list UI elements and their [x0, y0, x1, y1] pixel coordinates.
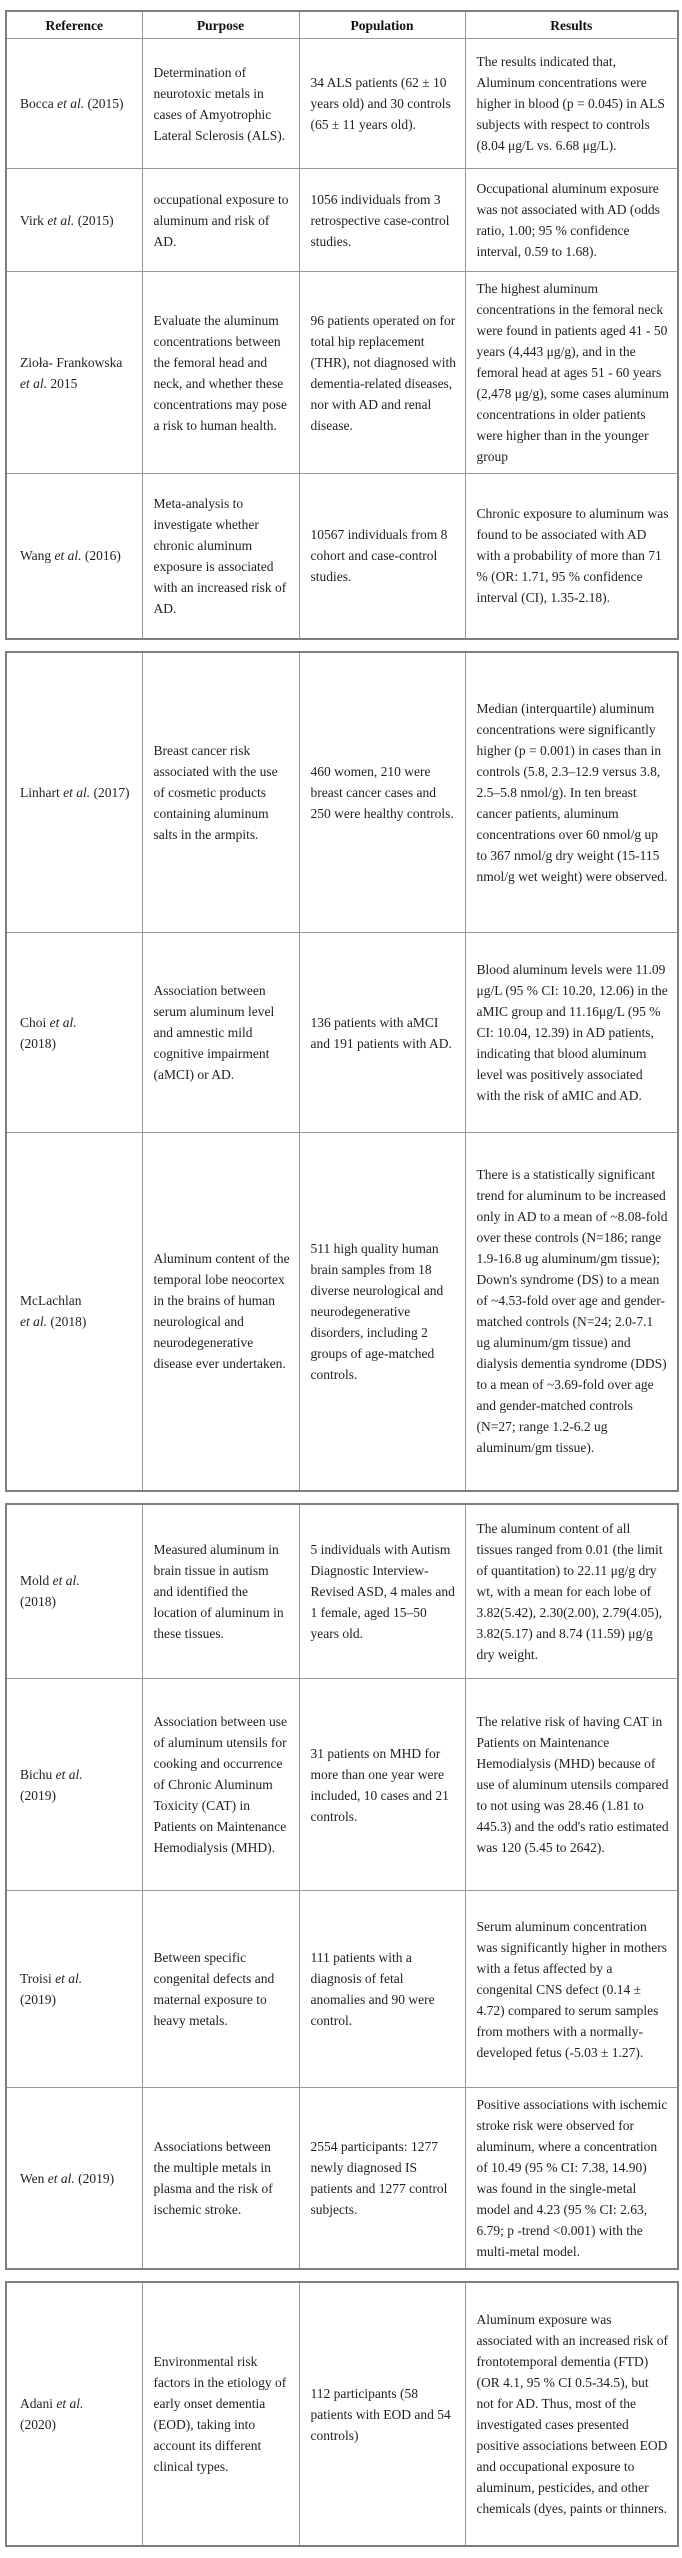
cell-purpose: Association between use of aluminum utensils for cooking and occurrence of Chronic Aluminum Toxicity (CAT) in Patients on Maintenance Hemodialysis (MHD). — [142, 1679, 299, 1891]
cell-purpose: Between specific congenital defects and maternal exposure to heavy metals. — [142, 1891, 299, 2088]
reference-etal: et al. — [47, 212, 75, 228]
cell-reference — [6, 39, 142, 169]
cell-results: The results indicated that, Aluminum concentrations were higher in blood (p = 0.045) in ALS subjects with respect to controls (8.04 μg/L vs. 6.68 μg/L). — [465, 39, 678, 169]
cell-reference — [6, 652, 142, 933]
table-row-adani — [6, 2282, 678, 2546]
reference-etal: et al. — [20, 375, 47, 391]
reference-etal: et al. — [56, 2396, 84, 2411]
cell-reference — [6, 1504, 142, 1679]
cell-results: Blood aluminum levels were 11.09 μg/L (95 % CI: 10.20, 12.06) in the aMIC group and 11.16μg/L (95 % CI: 10.04, 12.39) in AD patients, indicating that blood aluminum level was positively associated with the risk of aMIC and AD. — [465, 933, 678, 1133]
table-row-wen — [6, 2088, 678, 2270]
cell-population: 5 individuals with Autism Diagnostic Interview-Revised ASD, 4 males and 1 female, aged 15–50 years old. — [299, 1504, 465, 1679]
column-header-results: Results — [465, 11, 678, 39]
cell-population: 34 ALS patients (62 ± 10 years old) and 30 controls (65 ± 11 years old). — [299, 39, 465, 169]
cell-reference — [6, 933, 142, 1133]
cell-population: 96 patients operated on for total hip replacement (THR), not diagnosed with dementia-related diseases, nor with AD and renal disease. — [299, 272, 465, 474]
reference-author: Mold — [20, 1573, 50, 1589]
reference-etal: et al. — [63, 784, 91, 800]
reference-etal: et al. — [49, 1014, 77, 1030]
reference-etal: et al. — [55, 1766, 83, 1782]
cell-reference — [6, 1679, 142, 1891]
reference-author: McLachlan — [20, 1293, 82, 1309]
cell-results: Positive associations with ischemic stroke risk were observed for aluminum, where a concentration of 10.49 (95 % CI: 7.38, 14.90) was found in the single-metal model and 4.23 (95 % CI: 2.63, 6.79; p -trend <0.001) with the multi-metal model. — [465, 2088, 678, 2270]
reference-etal: et al. — [57, 96, 85, 111]
reference-year: (2018) — [20, 1594, 56, 1610]
reference-etal: et al. — [52, 1573, 80, 1589]
reference-year: (2018) — [50, 1314, 87, 1330]
reference-etal: et al. — [54, 548, 82, 564]
cell-reference — [6, 2088, 142, 2270]
reference-author: Linhart — [20, 784, 60, 800]
reference-year: (2019) — [78, 2170, 115, 2186]
table-segment-4 — [5, 2281, 679, 2547]
cell-results: Chronic exposure to aluminum was found to be associated with AD with a probability of more than 71 % (OR: 1.71, 95 % confidence interval (CI), 1.35-2.18). — [465, 474, 678, 639]
cell-purpose: Meta-analysis to investigate whether chronic aluminum exposure is associated with an increased risk of AD. — [142, 474, 299, 639]
reference-year: (2019) — [20, 1992, 56, 2007]
table-row-choi — [6, 933, 678, 1133]
column-header-population: Population — [299, 11, 465, 39]
reference-author: Virk — [20, 212, 44, 228]
table-row-troisi — [6, 1891, 678, 2088]
reference-author: Wang — [20, 548, 52, 564]
cell-purpose: Measured aluminum in brain tissue in autism and identified the location of aluminum in these tissues. — [142, 1504, 299, 1679]
cell-reference — [6, 1133, 142, 1491]
cell-results: Serum aluminum concentration was significantly higher in mothers with a fetus affected by a congenital CNS defect (0.14 ± 4.72) compared to serum samples from mothers with a normally-developed fetus (-5.03 ± 1.27). — [465, 1891, 678, 2088]
cell-population: 112 participants (58 patients with EOD and 54 controls) — [299, 2282, 465, 2546]
cell-population: 2554 participants: 1277 newly diagnosed IS patients and 1277 control subjects. — [299, 2088, 465, 2270]
reference-year: (2019) — [20, 1787, 56, 1803]
cell-reference — [6, 169, 142, 272]
table-row-mold — [6, 1504, 678, 1679]
reference-author: Choi — [20, 1014, 47, 1030]
cell-results: Occupational aluminum exposure was not associated with AD (odds ratio, 1.00; 95 % confidence interval, 0.59 to 1.68). — [465, 169, 678, 272]
cell-population: 10567 individuals from 8 cohort and case-control studies. — [299, 474, 465, 639]
reference-author: Zioła- Frankowska — [20, 354, 123, 370]
reference-author: Bocca — [20, 96, 54, 111]
reference-author: Troisi — [20, 1971, 52, 1986]
column-header-reference: Reference — [6, 11, 142, 39]
cell-reference — [6, 2282, 142, 2546]
cell-population: 136 patients with aMCI and 191 patients with AD. — [299, 933, 465, 1133]
cell-results: The aluminum content of all tissues ranged from 0.01 (the limit of quantitation) to 22.11 μg/g dry wt, with a mean for each lobe of 3.82(5.42), 2.30(2.00), 2.79(4.05), 3.82(5.17) and 8.74 (11.59) μg/g dry weight. — [465, 1504, 678, 1679]
cell-reference — [6, 1891, 142, 2088]
column-header-purpose: Purpose — [142, 11, 299, 39]
reference-year: (2015) — [77, 212, 114, 228]
cell-purpose: occupational exposure to aluminum and risk of AD. — [142, 169, 299, 272]
table-row-linhart — [6, 652, 678, 933]
reference-year: 2015 — [50, 375, 78, 391]
cell-purpose: Determination of neurotoxic metals in cases of Amyotrophic Lateral Sclerosis (ALS). — [142, 39, 299, 169]
cell-population: 31 patients on MHD for more than one year were included, 10 cases and 21 controls. — [299, 1679, 465, 1891]
cell-purpose: Association between serum aluminum level and amnestic mild cognitive impairment (aMCI) or AD. — [142, 933, 299, 1133]
cell-results: Aluminum exposure was associated with an increased risk of frontotemporal dementia (FTD) (OR 4.1, 95 % CI 0.5-34.5), but not for AD. Thus, most of the investigated cases presented positive associations between EOD and occupational exposure to aluminum, pesticides, and other chemicals (dyes, paints or thinners. — [465, 2282, 678, 2546]
header-row — [6, 11, 678, 39]
cell-population: 111 patients with a diagnosis of fetal anomalies and 90 were control. — [299, 1891, 465, 2088]
reference-year: (2018) — [20, 1035, 56, 1051]
reference-etal: et al. — [20, 1314, 47, 1330]
cell-population: 511 high quality human brain samples from 18 diverse neurological and neurodegenerative disorders, including 2 groups of age-matched controls. — [299, 1133, 465, 1491]
table-row-wang — [6, 474, 678, 639]
cell-purpose: Breast cancer risk associated with the use of cosmetic products containing aluminum salts in the armpits. — [142, 652, 299, 933]
cell-population: 1056 individuals from 3 retrospective case-control studies. — [299, 169, 465, 272]
table-row-mclachlan — [6, 1133, 678, 1491]
table-row-ziola-frankowska — [6, 272, 678, 474]
cell-results: The relative risk of having CAT in Patients on Maintenance Hemodialysis (MHD) because of use of aluminum utensils compared to not using was 28.46 (1.81 to 445.3) and the odd's ratio estimated was 120 (5.45 to 2642). — [465, 1679, 678, 1891]
reference-year: (2015) — [87, 96, 124, 111]
reference-author: Wen — [20, 2170, 45, 2186]
cell-results: There is a statistically significant trend for aluminum to be increased only in AD to a mean of ~8.08-fold over these controls (N=186; range 1.9-16.8 ug aluminum/gm tissue); Down's syndrome (DS) to a mean of ~4.53-fold over age and gender-matched controls (N=24; 2.0-7.1 ug aluminum/gm tissue) and dialysis dementia syndrome (DDS) to a mean of ~3.69-fold over age and gender-matched controls (N=27; range 1.2-6.2 ug aluminum/gm tissue). — [465, 1133, 678, 1491]
cell-purpose: Aluminum content of the temporal lobe neocortex in the brains of human neurological and neurodegenerative disease ever undertaken. — [142, 1133, 299, 1491]
reference-year: (2017) — [93, 784, 130, 800]
cell-purpose: Environmental risk factors in the etiology of early onset dementia (EOD), taking into account its different clinical types. — [142, 2282, 299, 2546]
reference-author: Bichu — [20, 1766, 53, 1782]
cell-population: 460 women, 210 were breast cancer cases and 250 were healthy controls. — [299, 652, 465, 933]
reference-year: (2020) — [20, 2417, 56, 2432]
cell-reference — [6, 272, 142, 474]
cell-purpose: Evaluate the aluminum concentrations between the femoral head and neck, and whether these concentrations may pose a risk to human health. — [142, 272, 299, 474]
reference-etal: et al. — [55, 1971, 83, 1986]
cell-results: Median (interquartile) aluminum concentrations were significantly higher (p = 0.001) in cases than in controls (5.8, 2.3–12.9 versus 3.8, 2.5–5.8 nmol/g). In ten breast cancer patients, aluminum concentrations over 60 nmol/g up to 367 nmol/g dry weight (15-115 nmol/g wet weight) were observed. — [465, 652, 678, 933]
table-segment-1 — [5, 10, 679, 640]
table-row-bocca — [6, 39, 678, 169]
cell-purpose: Associations between the multiple metals in plasma and the risk of ischemic stroke. — [142, 2088, 299, 2270]
reference-year: (2016) — [84, 548, 121, 564]
table-segment-2 — [5, 651, 679, 1492]
cell-reference — [6, 474, 142, 639]
table-row-virk — [6, 169, 678, 272]
reference-author: Adani — [20, 2396, 53, 2411]
cell-results: The highest aluminum concentrations in the femoral neck were found in patients aged 41 - 50 years (4,443 μg/g), and in the femoral head at ages 51 - 60 years (2,478 μg/g), some cases aluminum concentrations in older patients were higher than in the younger group — [465, 272, 678, 474]
table-segment-3 — [5, 1503, 679, 2271]
table-row-bichu — [6, 1679, 678, 1891]
reference-etal: et al. — [47, 2170, 75, 2186]
